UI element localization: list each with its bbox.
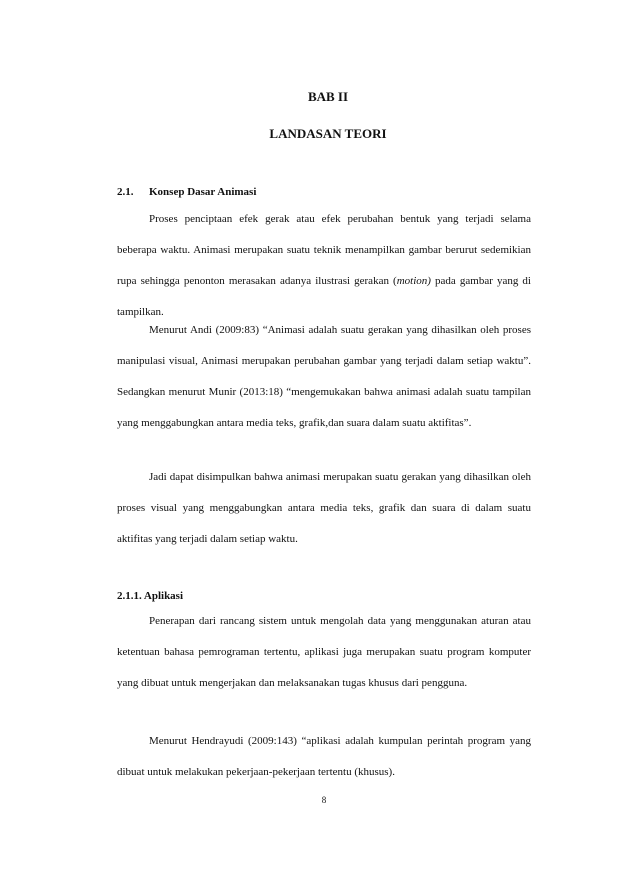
italic-term: motion): [396, 275, 431, 287]
page-number: 8: [321, 795, 327, 805]
paragraph-andi-munir-quote: Menurut Andi (2009:83) “Animasi adalah suatu gerakan yang dihasilkan oleh proses manipulasi visual, Animasi merupakan perubahan gambar yang terjadi dalam setiap waktu”. Sedangkan menurut Munir (2013:18) “mengemukakan bahwa animasi adalah suatu tampilan yang menggabungkan antara media teks, grafik,dan suara dalam suatu aktifitas”.: [117, 324, 531, 429]
section-number: 2.1.: [117, 186, 134, 198]
paragraph-conclusion: Jadi dapat disimpulkan bahwa animasi merupakan suatu gerakan yang dihasilkan oleh proses visual yang menggabungkan antara media teks, grafik dan suara di dalam suatu aktifitas yang terjadi dalam setiap waktu.: [117, 471, 531, 545]
paragraph-animation-definition: [117, 204, 531, 328]
chapter-number: BAB II: [307, 89, 349, 104]
paragraph-text: Proses penciptaan efek gerak atau efek perubahan bentuk yang terjadi selama beberapa waktu. Animasi merupakan suatu teknik menampilkan gambar berurut sedemikian rupa sehingga penonton merasakan adanya ilustrasi gerakan (: [117, 213, 531, 287]
section-title: Konsep Dasar Animasi: [149, 186, 257, 198]
paragraph-text-end: pada gambar yang di tampilkan.: [117, 275, 531, 318]
section-heading-2-1-1: 2.1.1. Aplikasi: [117, 590, 184, 602]
paragraph-application-definition: Penerapan dari rancang sistem untuk mengolah data yang menggunakan aturan atau ketentuan bahasa pemrograman tertentu, aplikasi juga merupakan suatu program komputer yang dibuat untuk mengerjakan dan melaksanakan tugas khusus dari pengguna.: [117, 615, 531, 689]
section-heading-2-1: [117, 186, 256, 198]
paragraph-hendrayudi-quote: Menurut Hendrayudi (2009:143) “aplikasi adalah kumpulan perintah program yang dibuat untuk melakukan pekerjaan-pekerjaan tertentu (khusus).: [117, 735, 531, 778]
chapter-title: LANDASAN TEORI: [269, 126, 387, 141]
